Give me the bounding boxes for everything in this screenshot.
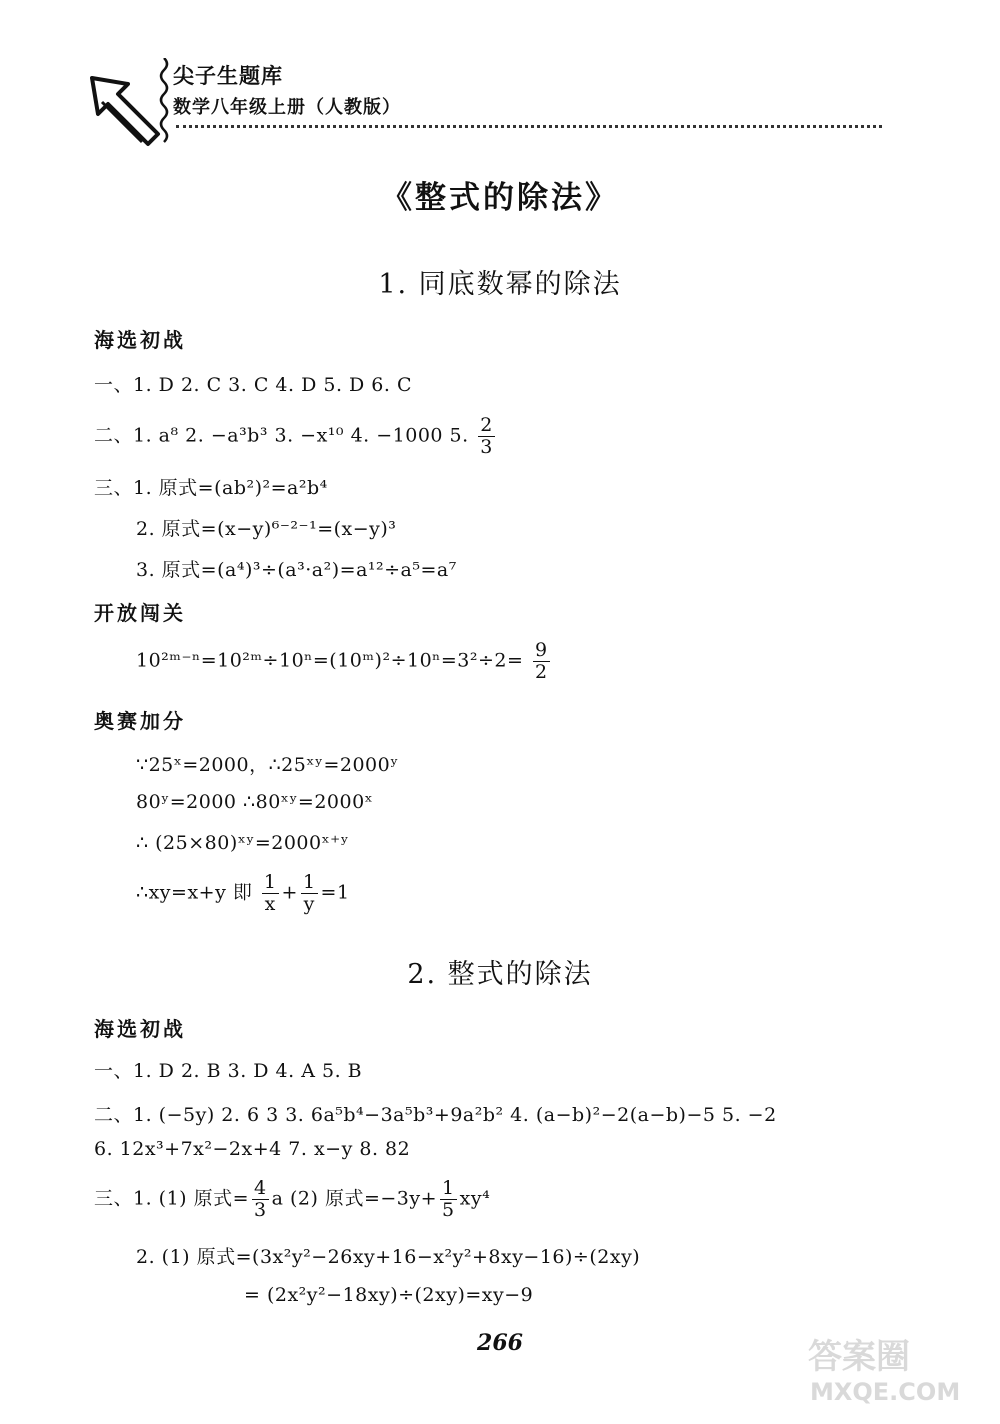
section1-open-fraction	[533, 640, 550, 683]
olympiad-line4-text: ∴xy=x+y 即	[136, 881, 253, 904]
fraction-numerator: 9	[534, 639, 548, 661]
plus-sign: +	[281, 881, 298, 904]
section2-q3-2: 2. (1) 原式=(3x²y²−26xy+16−x²y²+8xy−16)÷(2xy)	[136, 1246, 641, 1268]
q3-1-fraction-2	[440, 1178, 457, 1221]
fraction-denominator: y	[303, 892, 315, 915]
q3-1-text-a: 三、1. (1) 原式=	[94, 1187, 250, 1210]
section1-q3-2: 2. 原式=(x−y)⁶⁻²⁻¹=(x−y)³	[136, 518, 397, 540]
section1-q2-text: 二、1. a⁸ 2. −a³b³ 3. −x¹⁰ 4. −1000 5.	[94, 424, 469, 447]
section1-olympiad-line2: 80ʸ=2000 ∴80ˣʸ=2000ˣ	[136, 791, 374, 813]
section1-title: 1. 同底数幂的除法	[378, 269, 622, 300]
section2-q3-1	[94, 1178, 490, 1221]
section1-part2-label: 开放闯关	[94, 601, 186, 625]
section1-open-text: 10²ᵐ⁻ⁿ=10²ᵐ÷10ⁿ=(10ᵐ)²÷10ⁿ=3²÷2=	[136, 649, 524, 672]
q3-1-fraction-1	[252, 1178, 269, 1221]
q3-1-text-b: a (2) 原式=−3y+	[271, 1187, 438, 1210]
section1-part1-label: 海选初战	[94, 328, 186, 352]
section1-q3-1: 三、1. 原式=(ab²)²=a²b⁴	[94, 477, 328, 499]
section1-open-answer	[136, 640, 553, 683]
watermark-top-text: 答案圈	[808, 1337, 910, 1377]
section2-title: 2. 整式的除法	[407, 959, 593, 990]
section1-olympiad-line3: ∴ (25×80)ˣʸ=2000ˣ⁺ʸ	[136, 832, 350, 854]
header-book-title: 数学八年级上册（人教版）	[173, 97, 401, 118]
header-series-title: 尖子生题库	[173, 64, 283, 88]
equals-one: =1	[320, 881, 350, 904]
section1-olympiad-line1: ∵25ˣ=2000，∴25ˣʸ=2000ʸ	[136, 754, 399, 776]
olympiad-fraction-2	[301, 872, 318, 915]
section1-olympiad-line4	[136, 872, 350, 915]
section2-q2-answers: 二、1. (−5y) 2. 6 3 3. 6a⁵b⁴−3a⁵b³+9a²b² 4. (a−b)²−2(a−b)−5 5. −2	[94, 1104, 777, 1126]
header-dotted-rule	[176, 125, 882, 128]
document-title: 《整式的除法》	[381, 180, 619, 216]
fraction-numerator: 1	[442, 1177, 455, 1199]
section2-q2b-answers: 6. 12x³+7x²−2x+4 7. x−y 8. 82	[94, 1138, 411, 1160]
page-number: 266	[477, 1330, 523, 1356]
header-arrow-icon	[86, 72, 166, 152]
fraction-denominator: 3	[254, 1198, 267, 1221]
section1-part3-label: 奥赛加分	[94, 709, 186, 733]
section1-q3-3: 3. 原式=(a⁴)³÷(a³·a²)=a¹²÷a⁵=a⁷	[136, 559, 457, 581]
fraction-numerator: 1	[302, 871, 316, 893]
section2-part1-label: 海选初战	[94, 1017, 186, 1041]
section2-q1-answers: 一、1. D 2. B 3. D 4. A 5. B	[94, 1060, 363, 1082]
fraction-denominator: 2	[534, 660, 548, 683]
fraction-numerator: 1	[263, 871, 277, 893]
fraction-denominator: 5	[442, 1198, 455, 1221]
fraction-denominator: x	[264, 892, 276, 915]
section2-q3-2-continued: = (2x²y²−18xy)÷(2xy)=xy−9	[244, 1284, 534, 1306]
fraction-numerator: 4	[254, 1177, 267, 1199]
header-wavy-divider	[157, 58, 171, 148]
section1-q1-answers: 一、1. D 2. C 3. C 4. D 5. D 6. C	[94, 374, 413, 396]
section1-q2-answers	[94, 415, 498, 458]
q3-1-text-c: xy⁴	[459, 1187, 491, 1210]
olympiad-fraction-1	[262, 872, 279, 915]
fraction-denominator: 3	[480, 435, 493, 458]
watermark-bottom-text: MXQE.COM	[810, 1378, 961, 1406]
watermark-logo	[800, 1328, 980, 1408]
section1-q2-fraction	[478, 415, 495, 458]
fraction-numerator: 2	[480, 414, 493, 436]
